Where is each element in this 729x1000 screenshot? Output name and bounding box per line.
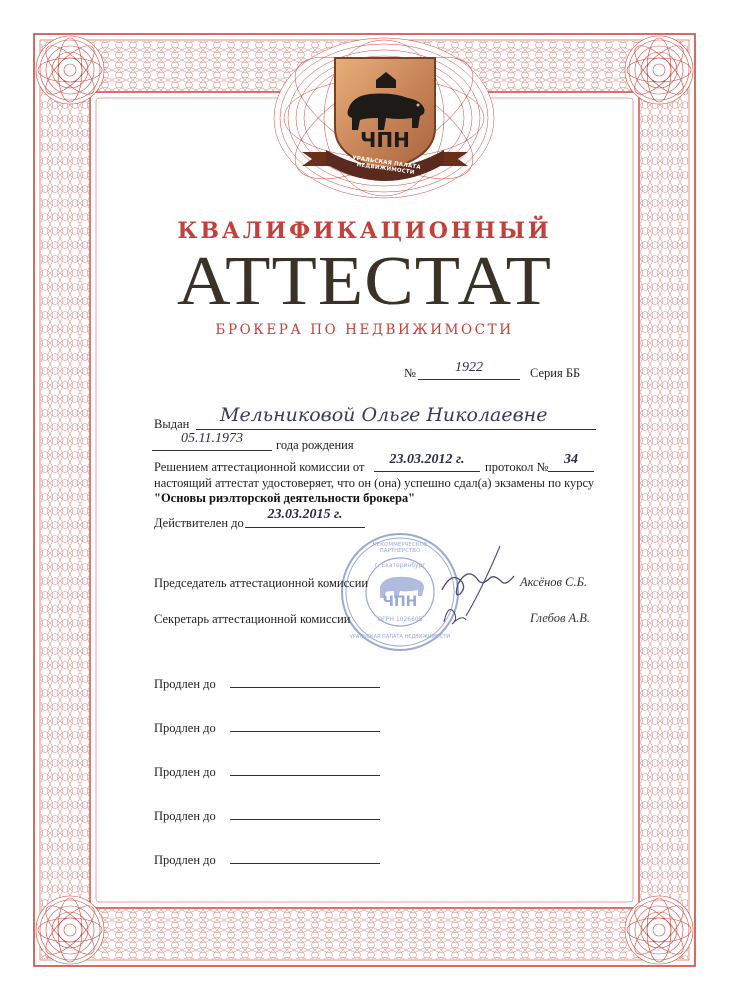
title-attestat: АТТЕСТАТ [176,243,553,320]
birth-label: года рождения [276,438,354,452]
secretary-signature [440,600,470,630]
stamp-city: г. Екатеринбург [374,562,426,569]
extension-label-1: Продлен до [154,677,216,691]
birth-underline [152,450,272,451]
title-qualification: КВАЛИФИКАЦИОННЫЙ [177,218,552,244]
birth-date: 05.11.1973 [181,431,243,446]
extension-label-5: Продлен до [154,853,216,867]
decision-date-underline [374,471,480,472]
stamp-ring-top: НЕКОММЕРЧЕСКОЕ ПАРТНЕРСТВО [372,542,428,554]
chairman-name: Аксёнов С.Б. [520,575,588,589]
secretary-name: Глебов А.В. [530,611,591,625]
protocol-number: 34 [564,452,578,467]
course-name: "Основы риэлторской деятельности брокера" [154,491,416,505]
valid-label: Действителен до [154,516,244,530]
emblem-ribbon-text: УРАЛЬСКАЯ ПАЛАТА НЕДВИЖИМОСТИ [351,155,422,177]
stamp-ogrn: ОГРН 1026605 [377,616,423,623]
statement-text: настоящий аттестат удостоверяет, что он (она) успешно сдал(а) экзамены по курсу [154,476,595,490]
extension-label-4: Продлен до [154,809,216,823]
protocol-label: протокол № [485,460,549,474]
issued-name: Мельниковой Ольге Николаевне [220,404,548,426]
extension-line-4 [230,819,380,820]
secretary-label: Секретарь аттестационной комиссии [154,612,351,626]
valid-underline [245,527,365,528]
number-value: 1922 [455,360,483,375]
extension-label-2: Продлен до [154,721,216,735]
emblem-logo-text: ЧПН [360,128,410,152]
series-label: Серия ББ [530,366,581,380]
decision-label: Решением аттестационной комиссии от [154,460,365,474]
extension-line-3 [230,775,380,776]
extension-line-1 [230,687,380,688]
number-underline [418,379,520,380]
title-broker: БРОКЕРА ПО НЕДВИЖИМОСТИ [215,322,514,338]
issued-underline [196,429,596,430]
extension-line-5 [230,863,380,864]
number-label: № [404,366,416,380]
stamp-center: ЧПН [382,594,418,610]
stamp-ring-bottom: УРАЛЬСКАЯ ПАЛАТА НЕДВИЖИМОСТИ [349,634,451,640]
issued-label: Выдан [154,417,190,431]
extension-label-3: Продлен до [154,765,216,779]
emblem [300,48,470,188]
chairman-label: Председатель аттестационной комиссии [154,576,369,590]
decision-date: 23.03.2012 г. [389,452,465,467]
extension-line-2 [230,731,380,732]
protocol-underline [548,471,594,472]
valid-date: 23.03.2015 г. [267,507,343,522]
